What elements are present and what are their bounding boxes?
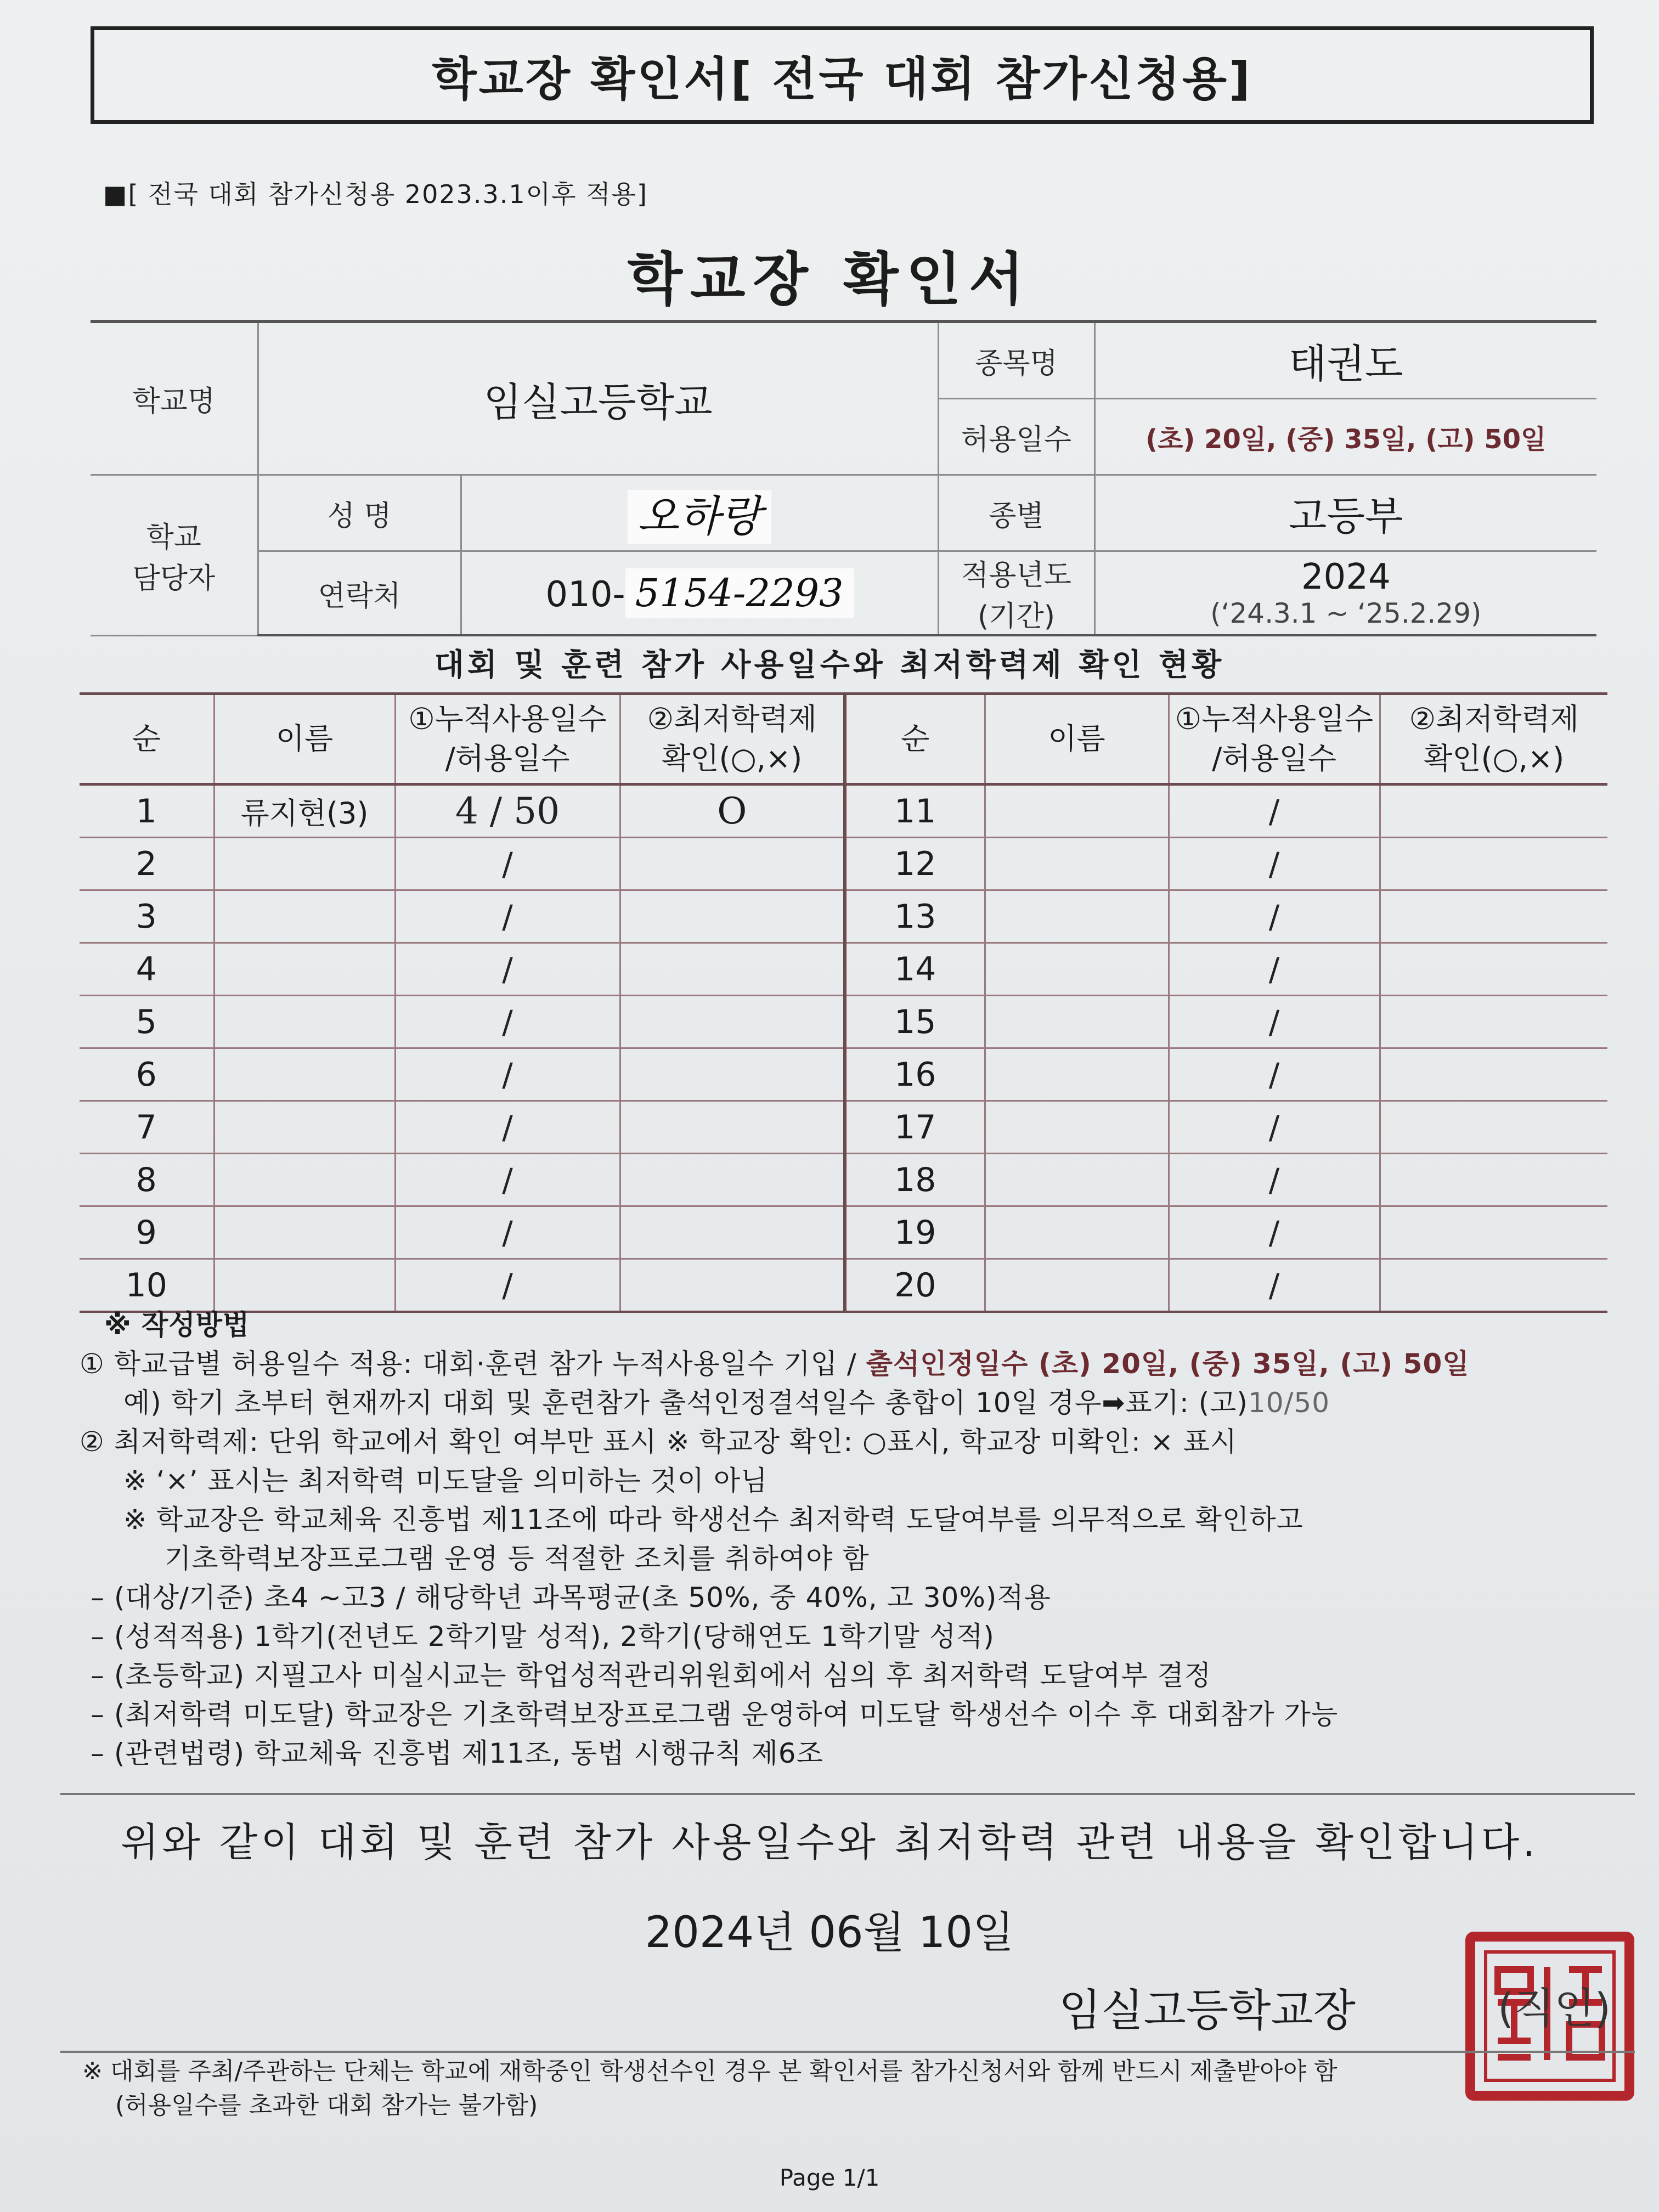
methods-line-10: – (최저학력 미도달) 학교장은 기초학력보장프로그램 운영하여 미도달 학생선수 이수 후 대회참가 가능 xyxy=(91,1699,1339,1730)
row-check xyxy=(620,1154,845,1206)
row-no-right: 16 xyxy=(845,1048,985,1101)
row-usage: / xyxy=(395,1048,620,1101)
row-check xyxy=(620,943,845,996)
methods-line-11: – (관련법령) 학교체육 진흥법 제11조, 동법 시행규칙 제6조 xyxy=(91,1737,823,1769)
handwritten-name: 오하랑 xyxy=(628,490,771,544)
contact-label: 연락처 xyxy=(258,551,461,636)
row-no-right: 12 xyxy=(845,838,985,890)
usage-row xyxy=(80,1154,1607,1206)
allowed-days-value: (초) 20일, (중) 35일, (고) 50일 xyxy=(1094,399,1596,475)
row-no: 6 xyxy=(80,1048,214,1101)
row-usage-right: / xyxy=(1169,838,1380,890)
methods-line-1: ① 학교급별 허용일수 적용: 대회·훈련 참가 누적사용일수 기입 / 출석인정일수 (초) 20일, (중) 35일, (고) 50일 xyxy=(80,1348,1470,1380)
row-no-right: 15 xyxy=(845,996,985,1048)
row-usage-right: / xyxy=(1169,1101,1380,1154)
col-name: 이름 xyxy=(214,694,395,785)
row-name xyxy=(214,838,395,890)
row-no: 2 xyxy=(80,838,214,890)
row-check-right xyxy=(1380,1101,1607,1154)
row-check-right xyxy=(1380,1154,1607,1206)
row-check xyxy=(620,890,845,943)
usage-row xyxy=(80,1101,1607,1154)
row-name xyxy=(214,1206,395,1259)
usage-row xyxy=(80,1259,1607,1312)
row-check-right xyxy=(1380,996,1607,1048)
header-title: 학교장 확인서[ 전국 대회 참가신청용] xyxy=(432,52,1252,106)
row-name-right xyxy=(985,838,1169,890)
row-no-right: 18 xyxy=(845,1154,985,1206)
row-name xyxy=(214,1259,395,1312)
row-check-right xyxy=(1380,890,1607,943)
methods-heading: ※ 작성방법 xyxy=(104,1309,250,1341)
handwritten-phone: 5154-2293 xyxy=(625,568,854,618)
col-name-right: 이름 xyxy=(985,694,1169,785)
row-usage: / xyxy=(395,996,620,1048)
usage-row xyxy=(80,838,1607,890)
category-value: 고등부 xyxy=(1094,475,1596,551)
row-name-right xyxy=(985,1154,1169,1206)
usage-row xyxy=(80,785,1607,838)
usage-row xyxy=(80,1206,1607,1259)
row-check xyxy=(620,1206,845,1259)
principal-name: 임실고등학교장 xyxy=(1059,1985,1356,2036)
row-usage-right: / xyxy=(1169,996,1380,1048)
row-check-right xyxy=(1380,1259,1607,1312)
row-usage-right: / xyxy=(1169,785,1380,838)
row-name-right xyxy=(985,996,1169,1048)
row-name xyxy=(214,890,395,943)
row-no: 4 xyxy=(80,943,214,996)
row-no-right: 17 xyxy=(845,1101,985,1154)
usage-table xyxy=(80,692,1607,1313)
row-name-right xyxy=(985,943,1169,996)
school-value: 임실고등학교 xyxy=(258,321,938,475)
methods-line-3: ② 최저학력제: 단위 학교에서 확인 여부만 표시 ※ 학교장 확인: ○표시, 학교장 미확인: × 표시 xyxy=(80,1426,1238,1458)
sport-value: 태권도 xyxy=(1094,321,1596,399)
methods-line-7: – (대상/기준) 초4 ~고3 / 해당학년 과목평균(초 50%, 중 40%, 고 30%)적용 xyxy=(91,1582,1051,1613)
page-number: Page 1/1 xyxy=(779,2164,880,2191)
document-title: 학교장 확인서 xyxy=(627,246,1032,313)
row-usage: / xyxy=(395,943,620,996)
row-usage-right: / xyxy=(1169,890,1380,943)
row-check xyxy=(620,1048,845,1101)
row-name xyxy=(214,943,395,996)
row-name-right xyxy=(985,1206,1169,1259)
row-no: 3 xyxy=(80,890,214,943)
footer-line-2: (허용일수를 초과한 대회 참가는 불가함) xyxy=(115,2091,538,2119)
row-name-right xyxy=(985,1048,1169,1101)
name-label: 성 명 xyxy=(258,475,461,551)
row-name-right xyxy=(985,1101,1169,1154)
col-no-right: 순 xyxy=(845,694,985,785)
row-no: 8 xyxy=(80,1154,214,1206)
row-name xyxy=(214,996,395,1048)
row-usage: / xyxy=(395,1259,620,1312)
row-check xyxy=(620,1101,845,1154)
row-usage: / xyxy=(395,890,620,943)
row-usage-right: / xyxy=(1169,1048,1380,1101)
row-name xyxy=(214,1154,395,1206)
issue-date: 2024년 06월 10일 xyxy=(645,1908,1014,1957)
seal-label: (직인) xyxy=(1498,1984,1611,2033)
divider-top xyxy=(60,1793,1635,1795)
row-usage: / xyxy=(395,838,620,890)
row-no-right: 20 xyxy=(845,1259,985,1312)
row-no: 9 xyxy=(80,1206,214,1259)
row-usage: / xyxy=(395,1154,620,1206)
header-title-box xyxy=(91,26,1594,124)
row-no: 5 xyxy=(80,996,214,1048)
row-check-right xyxy=(1380,943,1607,996)
row-name xyxy=(214,1048,395,1101)
footer-note xyxy=(82,2055,1338,2123)
row-check xyxy=(620,996,845,1048)
col-usage-right: ①누적사용일수 /허용일수 xyxy=(1169,694,1380,785)
name-value xyxy=(461,475,938,551)
methods-line-5: ※ 학교장은 학교체육 진흥법 제11조에 따라 학생선수 최저학력 도달여부를 의무적으로 확인하고 xyxy=(123,1504,1304,1536)
usage-header-row xyxy=(80,694,1607,785)
row-usage: / xyxy=(395,1206,620,1259)
row-check-right xyxy=(1380,1206,1607,1259)
col-check-right: ②최저학력제 확인(○,×) xyxy=(1380,694,1607,785)
row-check: O xyxy=(620,785,845,838)
row-check-right xyxy=(1380,785,1607,838)
col-check: ②최저학력제 확인(○,×) xyxy=(620,694,845,785)
row-usage: / xyxy=(395,1101,620,1154)
manager-label: 학교 담당자 xyxy=(91,475,258,636)
year-value: 2024 (‘24.3.1 ~ ‘25.2.29) xyxy=(1094,551,1596,636)
row-name-right xyxy=(985,890,1169,943)
row-no-right: 19 xyxy=(845,1206,985,1259)
table-subtitle: 대회 및 훈련 참가 사용일수와 최저학력제 확인 현황 xyxy=(434,647,1225,683)
row-name-right xyxy=(985,785,1169,838)
notice-line: ■[ 전국 대회 참가신청용 2023.3.1이후 적용] xyxy=(103,179,648,209)
row-usage-right: / xyxy=(1169,1259,1380,1312)
methods-line-6: 기초학력보장프로그램 운영 등 적절한 조치를 취하여야 함 xyxy=(165,1543,870,1575)
row-no-right: 14 xyxy=(845,943,985,996)
usage-row xyxy=(80,996,1607,1048)
usage-row xyxy=(80,890,1607,943)
row-check xyxy=(620,1259,845,1312)
footer-line-1: ※ 대회를 주최/주관하는 단체는 학교에 재학중인 학생선수인 경우 본 확인서를 참가신청서와 함께 반드시 제출받아야 함 xyxy=(82,2057,1338,2085)
sport-label: 종목명 xyxy=(938,321,1094,399)
row-usage-right: / xyxy=(1169,1206,1380,1259)
row-usage-right: / xyxy=(1169,943,1380,996)
methods-line-8: – (성적적용) 1학기(전년도 2학기말 성적), 2학기(당해연도 1학기말 성적) xyxy=(91,1621,995,1652)
info-table xyxy=(91,320,1596,636)
row-no: 7 xyxy=(80,1101,214,1154)
row-usage: 4 / 50 xyxy=(395,785,620,838)
category-label: 종별 xyxy=(938,475,1094,551)
confirmation-statement: 위와 같이 대회 및 훈련 참가 사용일수와 최저학력 관련 내용을 확인합니다. xyxy=(120,1819,1539,1865)
row-no: 10 xyxy=(80,1259,214,1312)
methods-line-4: ※ ‘×’ 표시는 최저학력 미도달을 의미하는 것이 아님 xyxy=(123,1465,768,1497)
row-no-right: 13 xyxy=(845,890,985,943)
row-check xyxy=(620,838,845,890)
divider-bottom xyxy=(60,2051,1635,2053)
usage-row xyxy=(80,943,1607,996)
col-usage: ①누적사용일수 /허용일수 xyxy=(395,694,620,785)
row-no: 1 xyxy=(80,785,214,838)
col-no: 순 xyxy=(80,694,214,785)
school-label: 학교명 xyxy=(91,321,258,475)
row-name-right xyxy=(985,1259,1169,1312)
methods-line-9: – (초등학교) 지필고사 미실시교는 학업성적관리위원회에서 심의 후 최저학력 도달여부 결정 xyxy=(91,1660,1212,1691)
row-name: 류지현(3) xyxy=(214,785,395,838)
usage-row xyxy=(80,1048,1607,1101)
row-name xyxy=(214,1101,395,1154)
methods-line-2: 예) 학기 초부터 현재까지 대회 및 훈련참가 출석인정결석일수 총합이 10일 경우➡표기: (고)10/50 xyxy=(123,1387,1330,1419)
contact-value: 010- 5154-2293 xyxy=(461,551,938,636)
year-label: 적용년도 (기간) xyxy=(938,551,1094,636)
row-check-right xyxy=(1380,1048,1607,1101)
row-no-right: 11 xyxy=(845,785,985,838)
row-usage-right: / xyxy=(1169,1154,1380,1206)
allowed-days-label: 허용일수 xyxy=(938,399,1094,475)
writing-method-notes xyxy=(80,1306,1616,1773)
row-check-right xyxy=(1380,838,1607,890)
